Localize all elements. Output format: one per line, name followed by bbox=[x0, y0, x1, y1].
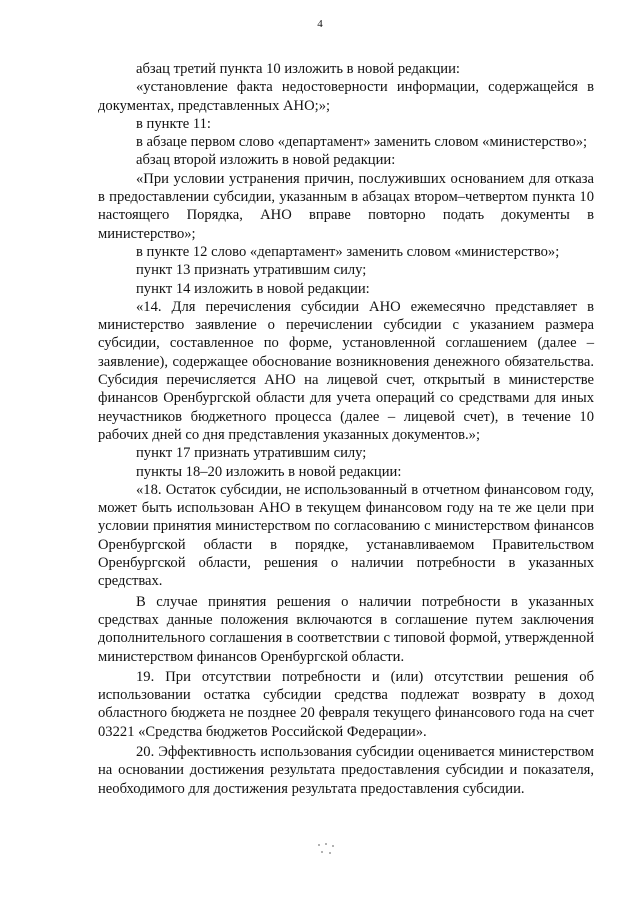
paragraph: пункт 13 признать утратившим силу; bbox=[136, 262, 367, 279]
paragraph: «18. Остаток субсидии, не использованный в отчетном финансовом году, может быть использован АНО в текущем финансовом году на те же цели при условии принятия министерством по согласованию с министерством финансов Оренбургской области в порядке, устанавливаемом Правительством Оренбургской области, решения о наличии потребности в указанных средствах. bbox=[98, 481, 594, 590]
paragraph: абзац второй изложить в новой редакции: bbox=[136, 152, 396, 169]
paragraph: в пункте 11: bbox=[136, 115, 211, 132]
paragraph: 20. Эффективность использования субсидии оценивается министерством на основании достижения результата предоставления субсидии и показателя, необходимого для достижения результата предоставления субсидии. bbox=[98, 743, 594, 797]
paragraph: в абзаце первом слово «департамент» заменить словом «министерство»; bbox=[136, 134, 588, 151]
paragraph: абзац третий пункта 10 изложить в новой редакции: bbox=[136, 61, 460, 77]
page-number: 4 bbox=[317, 18, 323, 30]
paragraph: В случае принятия решения о наличии потребности в указанных средствах данные положения включаются в соглашение путем заключения дополнительного соглашения в соответствии с типовой формой, утвержденной министерством финансов Оренбургской области. bbox=[98, 593, 594, 665]
scan-artifact-mark bbox=[316, 842, 338, 856]
paragraph: «14. Для перечисления субсидии АНО ежемесячно представляет в министерство заявление о перечислении субсидии с указанием размера субсидии, составленное по форме, установленной соглашением (далее – заявление), содержащее обоснование возникновения денежного обязательства. Субсидия перечисляется АНО на лицевой счет, открытый в министерстве финансов Оренбургской области для учета операций со средствами для иных неучастников бюджетного процесса (далее – лицевой счет), в течение 10 рабочих дней со дня представления указанных документов.»; bbox=[98, 298, 594, 443]
paragraph: «При условии устранения причин, послуживших основанием для отказа в предоставлении субсидии, указанным в абзацах втором–четвертом пункта 10 настоящего Порядка, АНО вправе повторно подать документы в министерство»; bbox=[98, 170, 594, 242]
paragraph: пункт 17 признать утратившим силу; bbox=[136, 445, 367, 462]
paragraph: 19. При отсутствии потребности и (или) отсутствии решения об использовании остатка субсидии средства подлежат возврату в доход областного бюджета не позднее 20 февраля текущего финансового года на счет 03221 «Средства бюджетов Российской Федерации». bbox=[98, 668, 594, 740]
paragraph: пункт 14 изложить в новой редакции: bbox=[136, 280, 370, 297]
paragraph: пункты 18–20 изложить в новой редакции: bbox=[136, 463, 402, 480]
paragraph: в пункте 12 слово «департамент» заменить словом «министерство»; bbox=[136, 243, 560, 260]
document-body bbox=[98, 60, 594, 798]
paragraph: «установление факта недостоверности информации, содержащейся в документах, представленных АНО;»; bbox=[98, 79, 594, 114]
